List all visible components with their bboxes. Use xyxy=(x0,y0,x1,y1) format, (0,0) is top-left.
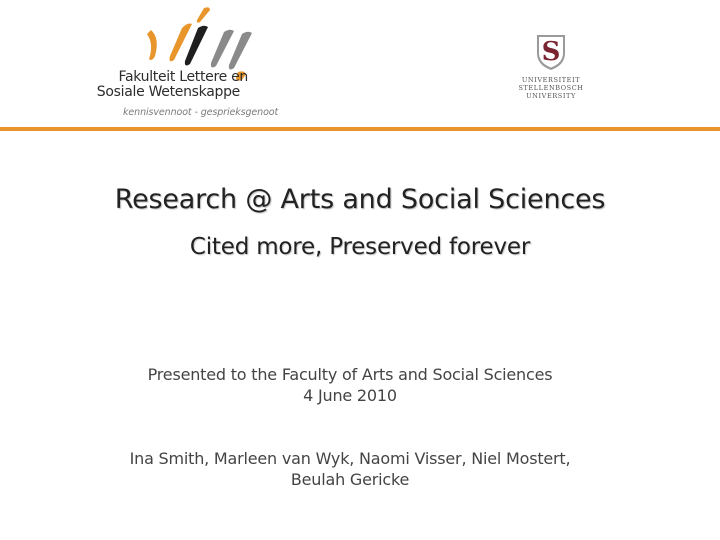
university-emblem-letter: S xyxy=(541,37,561,67)
faculty-name xyxy=(86,70,286,100)
presentation-details xyxy=(0,364,710,406)
university-name-line3: UNIVERSITY xyxy=(526,92,576,100)
authors xyxy=(0,448,710,490)
authors-line1: Ina Smith, Marleen van Wyk, Naomi Visser, Niel Mostert, xyxy=(129,449,571,468)
university-name xyxy=(514,76,588,100)
authors-line2: Beulah Gericke xyxy=(290,470,410,489)
presentation-date: 4 June 2010 xyxy=(303,386,397,405)
faculty-name-line1: Fakulteit Lettere en xyxy=(118,69,248,85)
university-shield-icon xyxy=(535,33,567,71)
university-name-line2: STELLENBOSCH xyxy=(518,84,584,92)
faculty-logo xyxy=(86,4,286,122)
slide-title: Research @ Arts and Social Sciences xyxy=(114,184,606,215)
faculty-name-line2: Sosiale Wetenskappe xyxy=(96,84,240,100)
slide-subtitle: Cited more, Preserved forever xyxy=(189,234,531,260)
faculty-tagline: kennisvennoot - gesprieksgenoot xyxy=(123,107,279,118)
header-divider xyxy=(0,127,720,131)
university-name-line1: UNIVERSITEIT xyxy=(521,76,581,84)
university-logo xyxy=(514,30,588,110)
presented-to-text: Presented to the Faculty of Arts and Social Sciences xyxy=(147,365,553,384)
